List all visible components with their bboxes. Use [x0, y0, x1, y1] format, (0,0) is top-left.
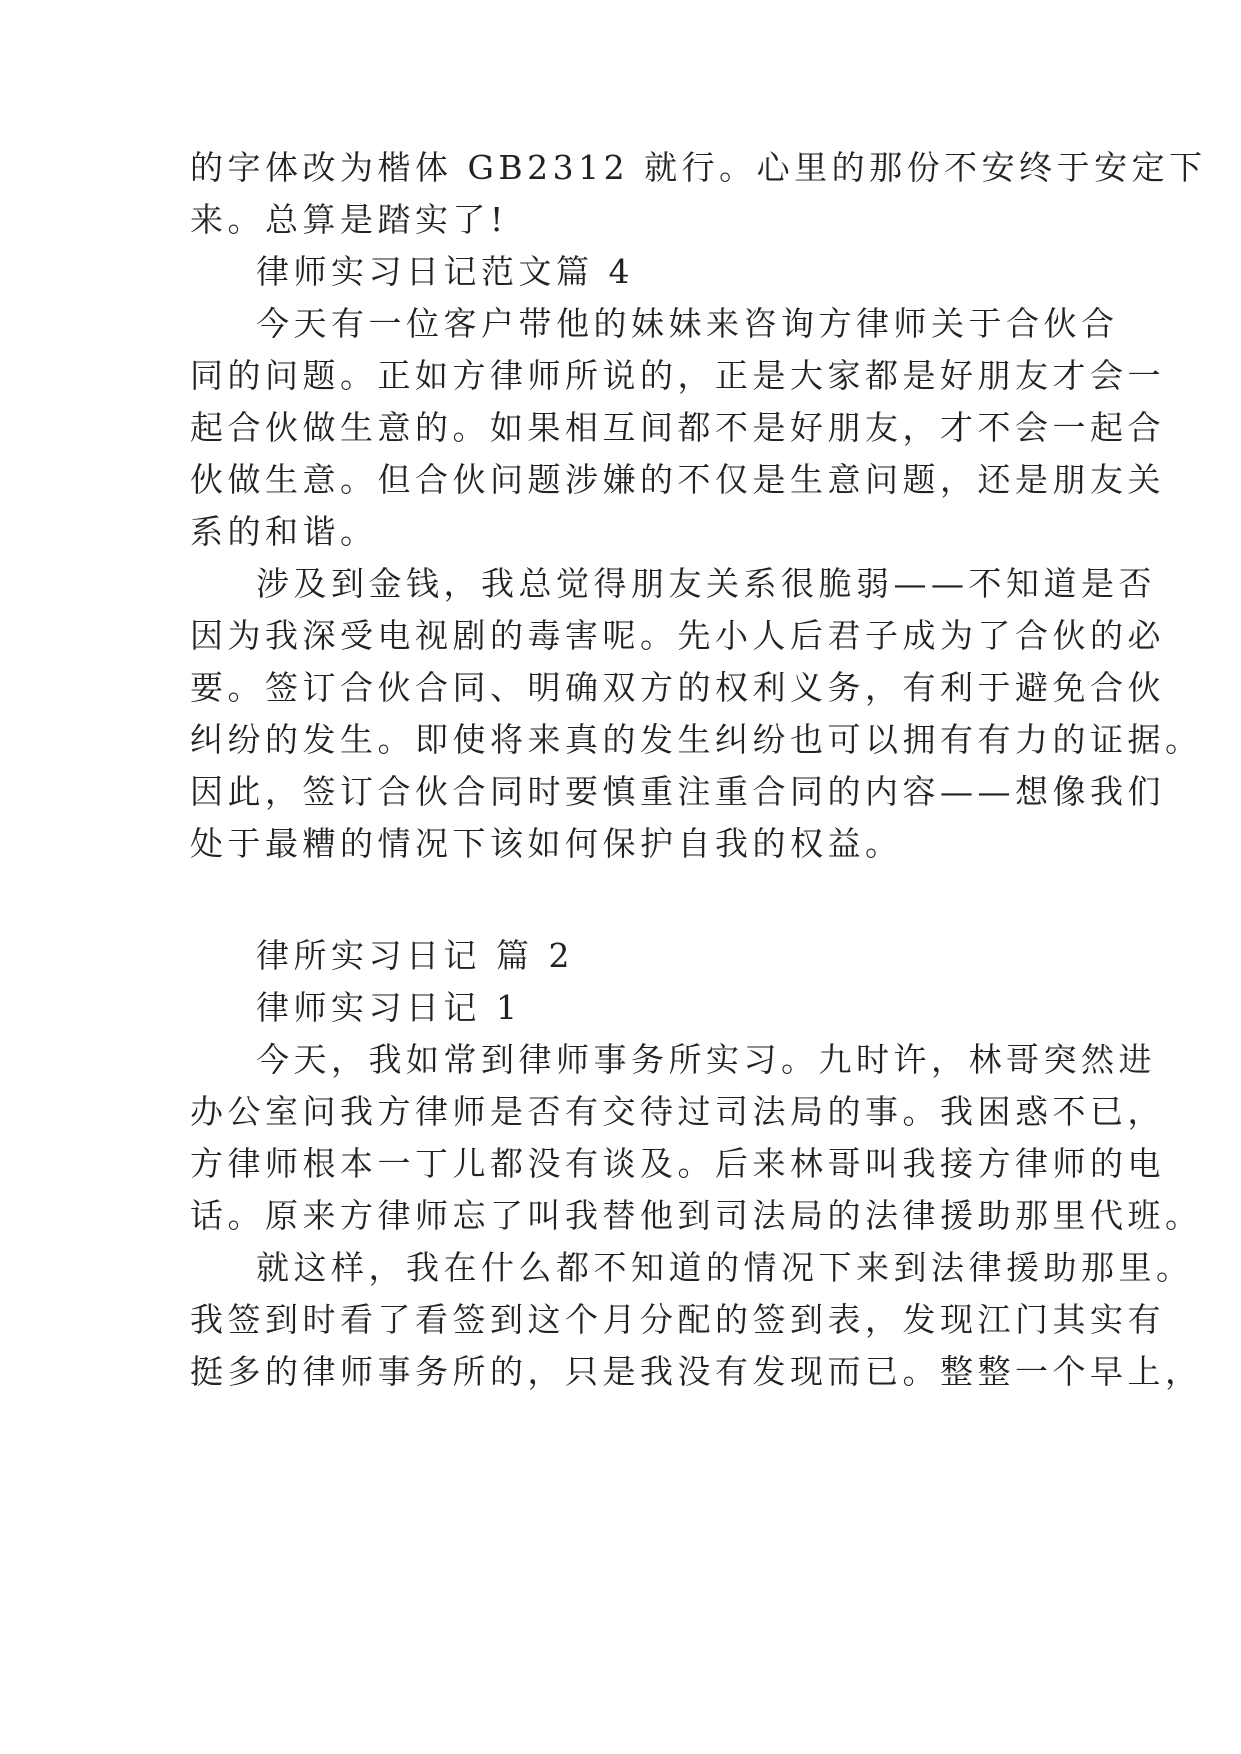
body-text-line: 就这样，我在什么都不知道的情况下来到法律援助那里。	[256, 1248, 1194, 1287]
body-text-line: 方律师根本一丁儿都没有谈及。后来林哥叫我接方律师的电	[190, 1144, 1165, 1183]
body-text-line: 挺多的律师事务所的，只是我没有发现而已。整整一个早上，	[190, 1352, 1203, 1391]
body-text-line: 同的问题。正如方律师所说的，正是大家都是好朋友才会一	[190, 356, 1165, 395]
body-text-line: 伙做生意。但合伙问题涉嫌的不仅是生意问题，还是朋友关	[190, 460, 1165, 499]
section-heading: 律所实习日记 篇 2	[256, 936, 574, 975]
body-text-line: 涉及到金钱，我总觉得朋友关系很脆弱——不知道是否	[256, 564, 1156, 603]
body-text-line: 要。签订合伙合同、明确双方的权利义务，有利于避免合伙	[190, 668, 1165, 707]
body-text-line: 处于最糟的情况下该如何保护自我的权益。	[190, 824, 903, 863]
body-text-line: 今天，我如常到律师事务所实习。九时许，林哥突然进	[256, 1040, 1156, 1079]
body-text-line: 办公室问我方律师是否有交待过司法局的事。我困惑不已，	[190, 1092, 1165, 1131]
body-text-line: 的字体改为楷体 GB2312 就行。心里的那份不安终于安定下	[190, 148, 1207, 187]
body-text-line: 纠纷的发生。即使将来真的发生纠纷也可以拥有有力的证据。	[190, 720, 1203, 759]
body-text-line: 我签到时看了看签到这个月分配的签到表，发现江门其实有	[190, 1300, 1165, 1339]
section-heading: 律师实习日记范文篇 4	[256, 252, 634, 291]
body-text-line: 来。总算是踏实了!	[190, 200, 508, 239]
body-text-line: 今天有一位客户带他的妹妹来咨询方律师关于合伙合	[256, 304, 1119, 343]
body-text-line: 因此，签订合伙合同时要慎重注重合同的内容——想像我们	[190, 772, 1165, 811]
body-text-line: 系的和谐。	[190, 512, 378, 551]
body-text-line: 起合伙做生意的。如果相互间都不是好朋友，才不会一起合	[190, 408, 1165, 447]
body-text-line: 因为我深受电视剧的毒害呢。先小人后君子成为了合伙的必	[190, 616, 1165, 655]
section-subheading: 律师实习日记 1	[256, 988, 522, 1027]
body-text-line: 话。原来方律师忘了叫我替他到司法局的法律援助那里代班。	[190, 1196, 1203, 1235]
